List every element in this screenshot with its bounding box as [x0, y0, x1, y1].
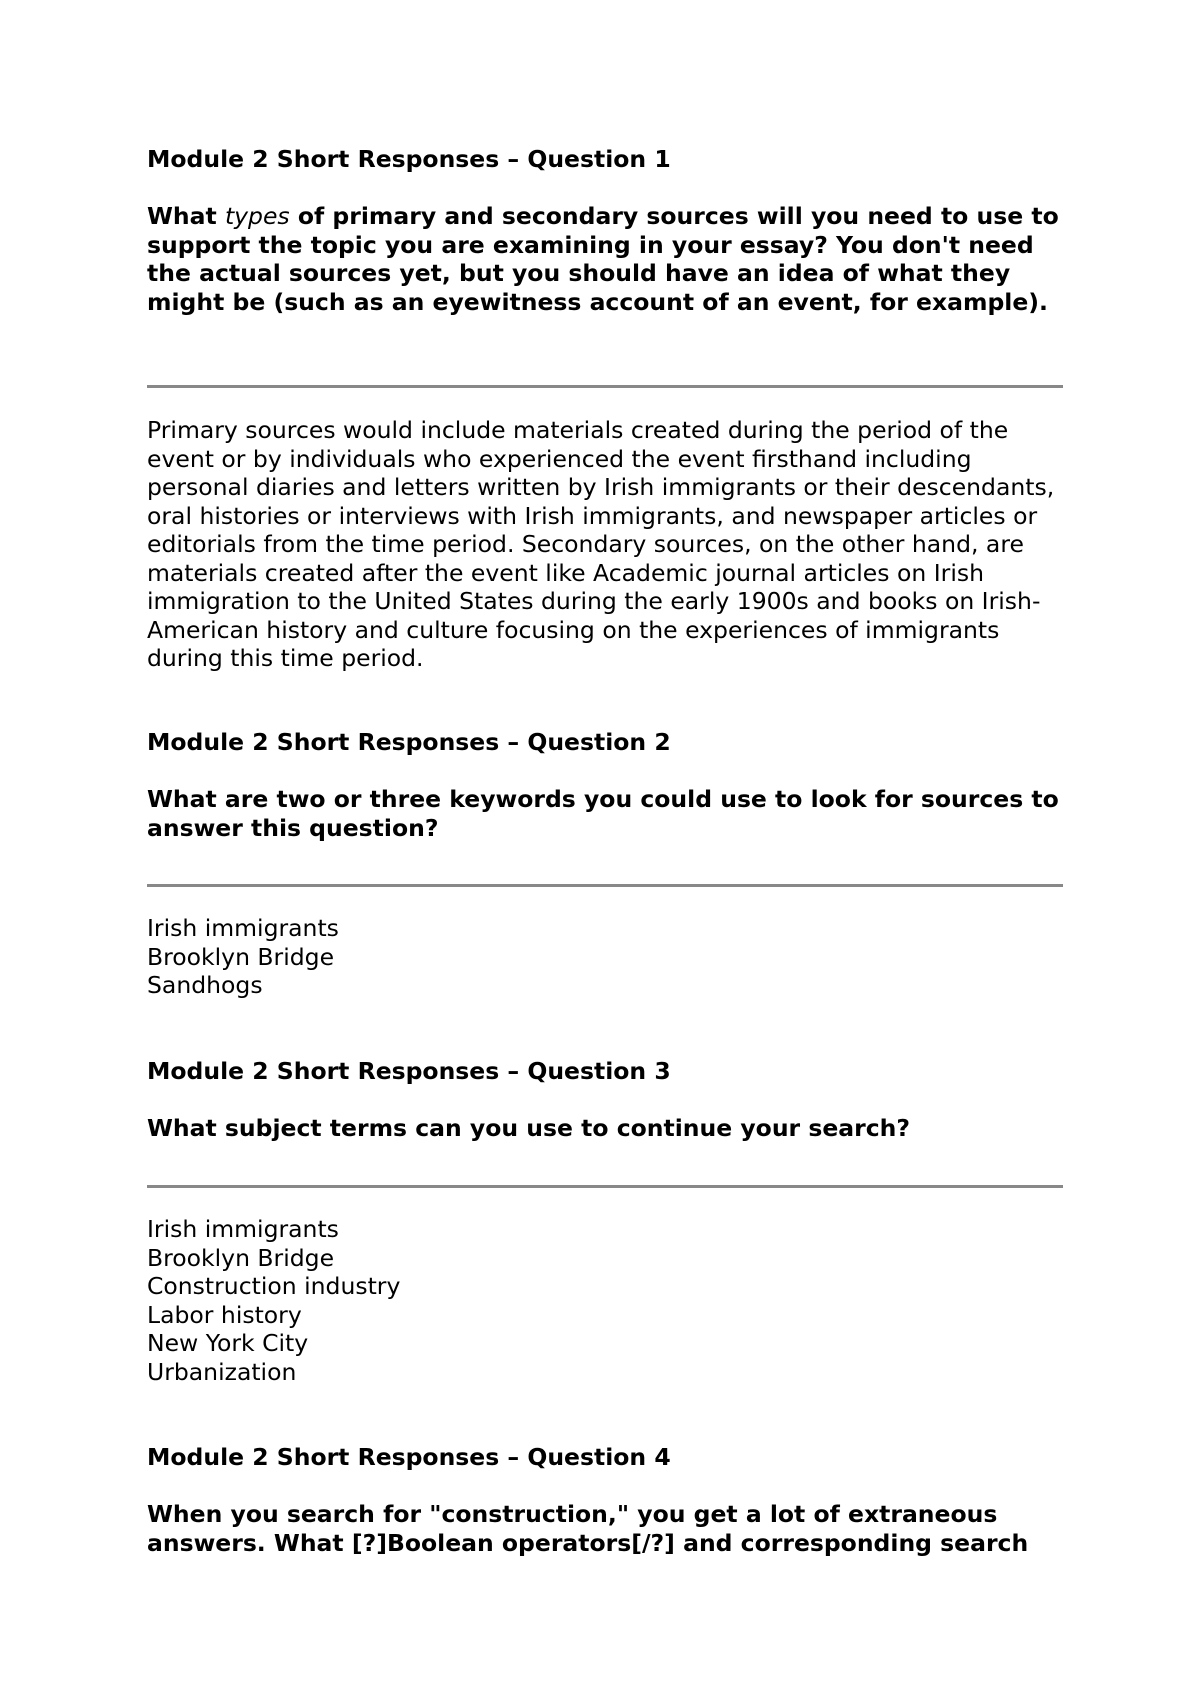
q2-divider — [147, 884, 1063, 887]
q3-answer-item: Irish immigrants — [147, 1215, 339, 1243]
q1-question — [147, 202, 1067, 316]
q4-question: When you search for "construction," you get a lot of extraneous answers. What [?]Boolean operators[/?] and corresponding search — [147, 1500, 1029, 1557]
q2-answer-item: Brooklyn Bridge — [147, 942, 335, 971]
q2-question: What are two or three keywords you could use to look for sources to answer this question? — [147, 785, 1059, 842]
q3-question: What subject terms can you use to continue your search? — [147, 1114, 910, 1142]
q1-question-rest: of primary and secondary sources will you need to use to support the topic you are examining in your essay? You don't need the actual sources yet, but you should have an idea of what they might be (such as an eyewitness account of an event, for example). — [147, 202, 1059, 316]
q3-divider — [147, 1185, 1063, 1188]
q3-answer-item: Construction industry — [147, 1272, 401, 1300]
q2-answer-list — [147, 914, 1067, 1000]
q1-question-start: What — [147, 202, 225, 230]
q3-answer-item: New York City — [147, 1329, 309, 1357]
q3-answer-item: Urbanization — [147, 1357, 297, 1386]
q3-heading: Module 2 Short Responses – Question 3 — [147, 1057, 671, 1085]
q3-answer-item: Brooklyn Bridge — [147, 1243, 335, 1272]
q2-answer-item: Irish immigrants — [147, 914, 339, 942]
q4-heading: Module 2 Short Responses – Question 4 — [147, 1443, 671, 1471]
q1-divider — [147, 385, 1063, 388]
q1-answer: Primary sources would include materials created during the period of the event or by individuals who experienced the event firsthand including personal diaries and letters written by Irish immigrants or their descendants, oral histories or interviews with Irish immigrants, and newspaper articles or editorials from the time period. Secondary sources, on the other hand, are materials created after the event like Academic journal articles on Irish immigration to the United States during the early 1900s and books on Irish-American history and culture focusing on the experiences of immigrants during this time period. — [147, 416, 1055, 672]
q2-heading: Module 2 Short Responses – Question 2 — [147, 728, 671, 756]
q1-question-italic: types — [224, 202, 290, 230]
q1-heading: Module 2 Short Responses – Question 1 — [147, 145, 671, 173]
q2-answer-item: Sandhogs — [147, 971, 263, 999]
q3-answer-list — [147, 1215, 1067, 1386]
q3-answer-item: Labor history — [147, 1300, 302, 1329]
